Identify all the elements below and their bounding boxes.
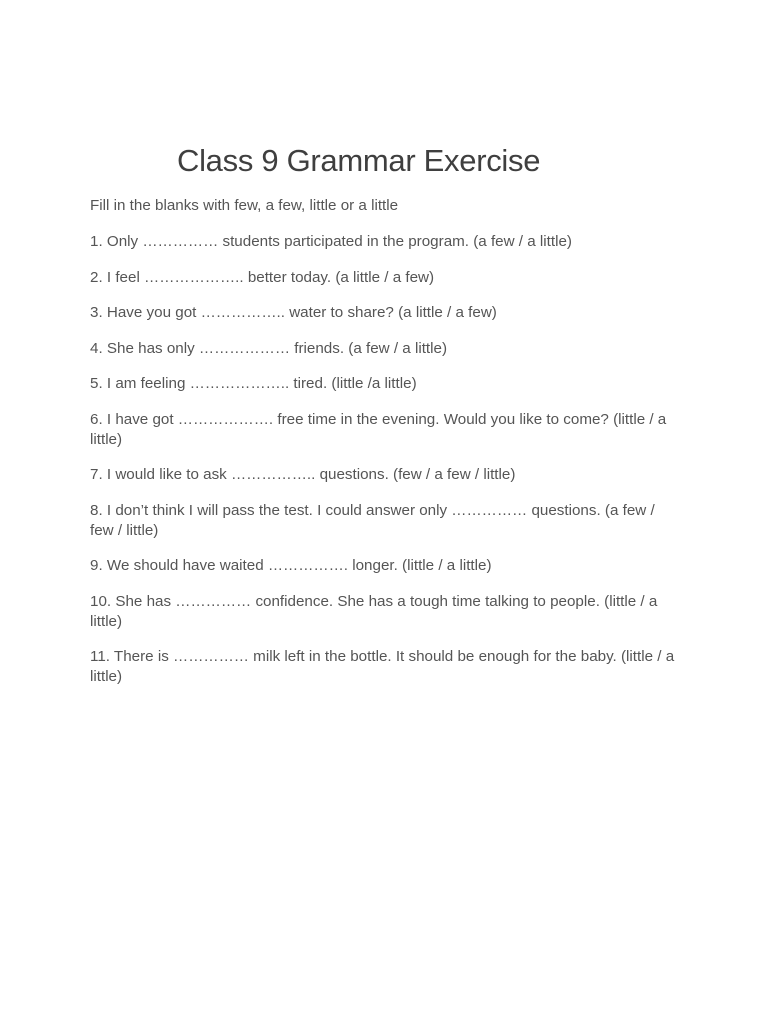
page-title: Class 9 Grammar Exercise (177, 143, 541, 178)
question-11: 11. There is …………… milk left in the bottle. It should be enough for the baby. (little / a little) (90, 648, 675, 685)
question-10: 10. She has …………… confidence. She has a tough time talking to people. (little / a little) (90, 592, 658, 630)
question-7: 7. I would like to ask …………….. questions. (few / a few / little) (90, 466, 516, 483)
question-1: 1. Only …………… students participated in the program. (a few / a little) (90, 233, 572, 250)
question-9: 9. We should have waited ……………. longer. (little / a little) (90, 557, 492, 574)
question-8: 8. I don’t think I will pass the test. I could answer only …………… questions. (a few / few / little) (90, 501, 655, 539)
question-3: 3. Have you got …………….. water to share? (a little / a few) (90, 304, 497, 321)
question-2: 2. I feel ……………….. better today. (a little / a few) (90, 268, 435, 286)
instruction-text: Fill in the blanks with few, a few, little or a little (90, 197, 399, 214)
question-4: 4. She has only ……………… friends. (a few / a little) (90, 339, 448, 357)
question-5: 5. I am feeling ……………….. tired. (little /a little) (90, 375, 417, 392)
exercise-content (90, 196, 680, 703)
question-6: 6. I have got ………………. free time in the evening. Would you like to come? (little / a little) (90, 410, 667, 448)
